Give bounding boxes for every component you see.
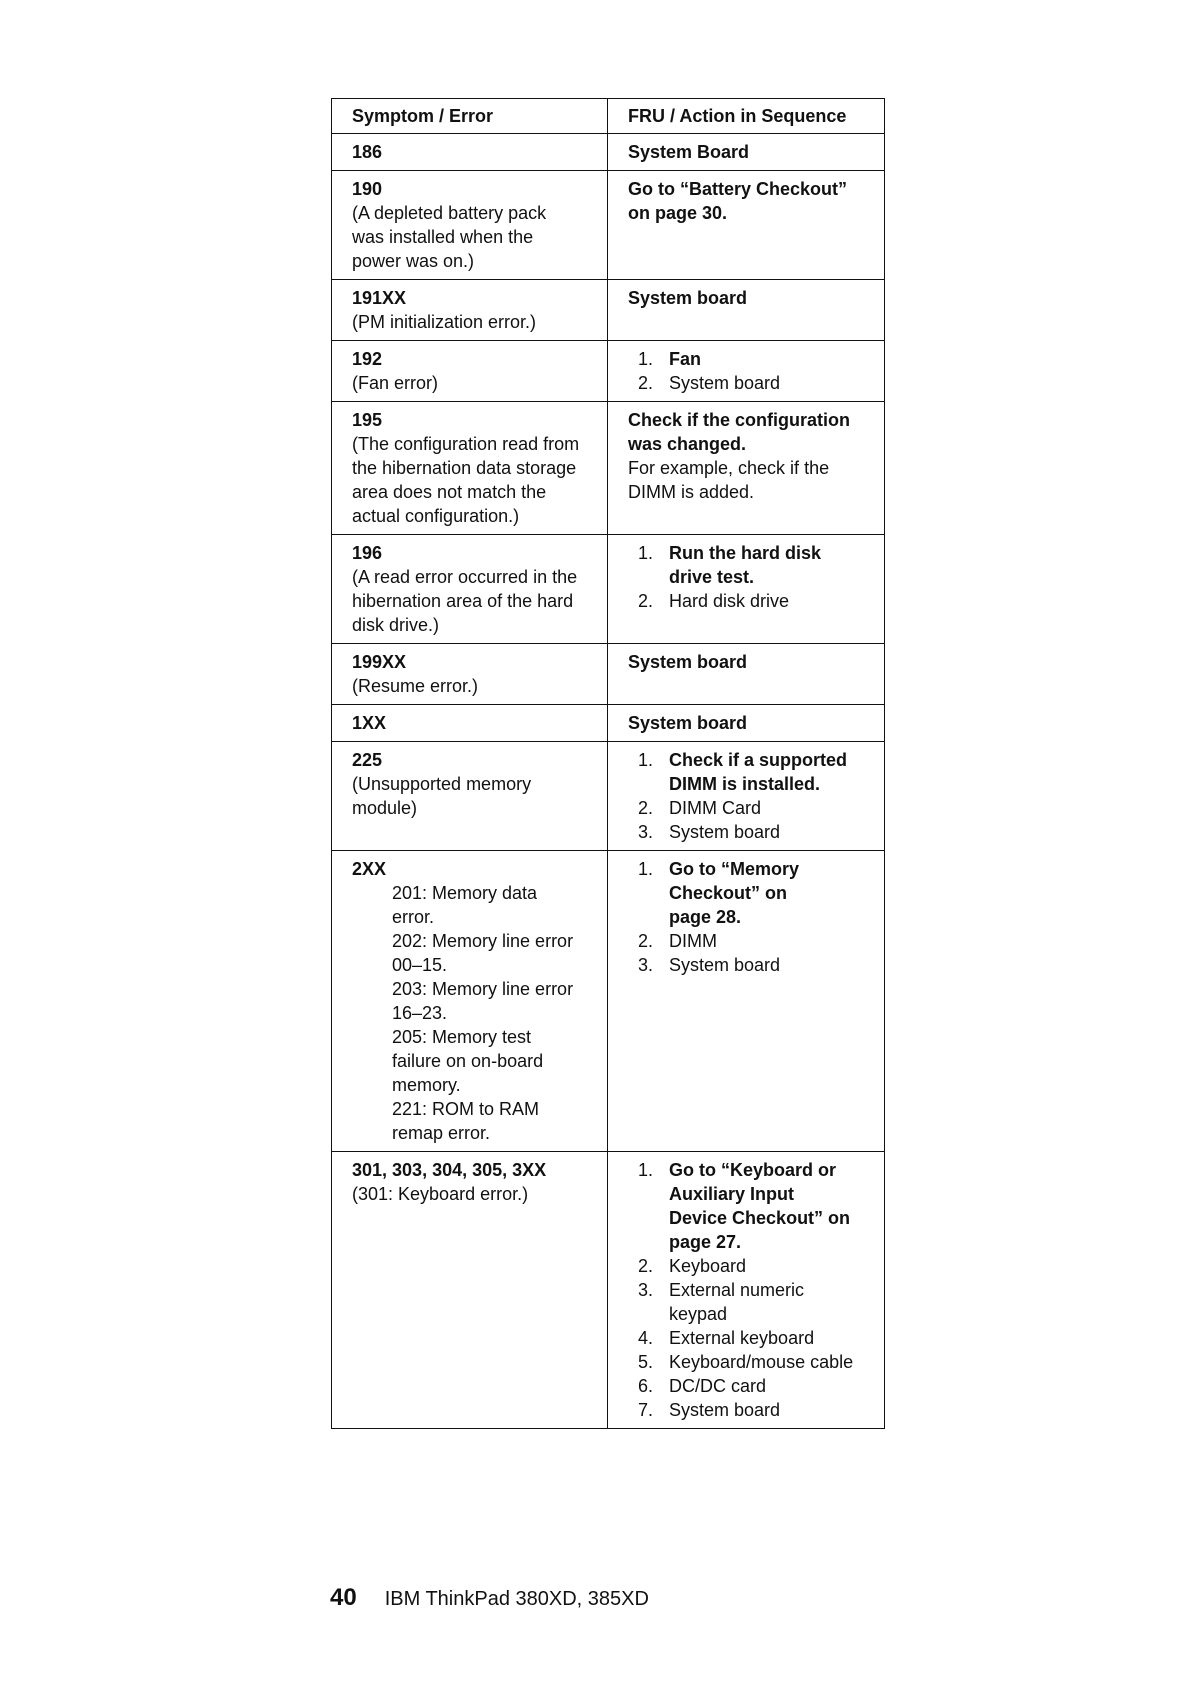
symptom-cell [332,851,608,1152]
step-text: keypad [669,1304,728,1324]
action-cell [608,535,885,644]
table-row [332,1152,885,1429]
sub-error-line: error. [392,907,435,927]
step-text: System board [669,955,781,975]
action-step [628,1350,872,1374]
table-row [332,742,885,851]
action-step [628,541,872,589]
action-line: System Board [628,142,750,162]
step-text: Fan [669,349,702,369]
symptom-description: (A depleted battery pack [352,203,547,223]
step-text: drive test. [669,567,755,587]
action-cell [608,851,885,1152]
book-title: IBM ThinkPad 380XD, 385XD [384,1588,649,1610]
table-row [332,341,885,402]
symptom-description: disk drive.) [352,615,440,635]
action-line: was changed. [628,434,747,454]
symptom-description: power was on.) [352,251,475,271]
step-text: System board [669,373,781,393]
step-text: External keyboard [669,1328,815,1348]
action-note: DIMM is added. [628,482,755,502]
symptom-cell [332,742,608,851]
step-text: Go to “Keyboard or [669,1160,837,1180]
sub-error-line: 221: ROM to RAM [392,1099,540,1119]
action-line: Go to “Battery Checkout” [628,179,848,199]
symptom-description: module) [352,798,418,818]
step-number: 2. [638,931,654,951]
header-symptom-error: Symptom / Error [332,99,608,134]
symptom-description: (Unsupported memory [352,774,532,794]
action-step [628,1278,872,1326]
symptom-description: hibernation area of the hard [352,591,574,611]
step-text: Go to “Memory [669,859,800,879]
action-step [628,953,872,977]
header-fru-action: FRU / Action in Sequence [608,99,885,134]
error-code: 1XX [352,713,387,733]
symptom-description: actual configuration.) [352,506,520,526]
action-step [628,1374,872,1398]
table-row [332,134,885,171]
error-code: 186 [352,142,383,162]
step-number: 1. [638,543,654,563]
action-cell [608,280,885,341]
step-text: Keyboard [669,1256,747,1276]
error-code: 2XX [352,859,387,879]
table-body [332,134,885,1429]
symptom-error-table [331,98,885,1429]
step-text: External numeric [669,1280,805,1300]
error-code: 190 [352,179,383,199]
action-step [628,820,872,844]
step-number: 2. [638,798,654,818]
error-code: 195 [352,410,383,430]
table-row [332,705,885,742]
step-number: 3. [638,955,654,975]
action-cell [608,341,885,402]
step-number: 1. [638,1160,654,1180]
sub-error-line: 00–15. [392,955,448,975]
table-row [332,402,885,535]
step-number: 2. [638,591,654,611]
action-line: System board [628,288,748,308]
action-step [628,1158,872,1254]
symptom-description: (301: Keyboard error.) [352,1184,529,1204]
action-cell [608,1152,885,1429]
sub-error-line: 203: Memory line error [392,979,574,999]
step-number: 3. [638,1280,654,1300]
action-line: System board [628,713,748,733]
sub-error-line: memory. [392,1075,461,1095]
step-text: Run the hard disk [669,543,822,563]
symptom-description: was installed when the [352,227,534,247]
page-number: 40 [330,1584,357,1611]
action-line: on page 30. [628,203,728,223]
step-text: page 27. [669,1232,742,1252]
error-code: 225 [352,750,383,770]
step-text: DC/DC card [669,1376,767,1396]
step-number: 3. [638,822,654,842]
symptom-cell [332,402,608,535]
step-text: Device Checkout” on [669,1208,851,1228]
step-number: 2. [638,373,654,393]
table-row [332,171,885,280]
action-line: Check if the configuration [628,410,851,430]
error-code: 192 [352,349,383,369]
action-steps [628,857,872,977]
action-steps [628,748,872,844]
step-number: 1. [638,349,654,369]
step-text: Hard disk drive [669,591,790,611]
symptom-description: area does not match the [352,482,547,502]
table-row [332,535,885,644]
action-step [628,1326,872,1350]
error-code: 196 [352,543,383,563]
sub-error-line: 201: Memory data [392,883,538,903]
symptom-description: (PM initialization error.) [352,312,537,332]
step-text: DIMM Card [669,798,762,818]
action-step [628,589,872,613]
sub-error-line: 205: Memory test [392,1027,532,1047]
symptom-description: the hibernation data storage [352,458,577,478]
step-text: Checkout” on [669,883,788,903]
error-code: 301, 303, 304, 305, 3XX [352,1160,547,1180]
sub-error-line: failure on on-board [392,1051,544,1071]
page-footer [330,1584,649,1613]
table-row [332,644,885,705]
symptom-cell [332,134,608,171]
symptom-description: (Fan error) [352,373,439,393]
table-header-row [332,99,885,134]
symptom-description: (The configuration read from [352,434,580,454]
error-code: 191XX [352,288,407,308]
action-cell [608,644,885,705]
step-number: 6. [638,1376,654,1396]
symptom-cell [332,535,608,644]
step-text: DIMM is installed. [669,774,821,794]
step-number: 7. [638,1400,654,1420]
action-note: For example, check if the [628,458,830,478]
sub-error-line: remap error. [392,1123,491,1143]
symptom-description: (A read error occurred in the [352,567,578,587]
action-step [628,347,872,371]
action-step [628,1398,872,1422]
action-cell [608,134,885,171]
action-cell [608,171,885,280]
symptom-cell [332,644,608,705]
action-step [628,929,872,953]
step-number: 2. [638,1256,654,1276]
symptom-cell [332,341,608,402]
error-code: 199XX [352,652,407,672]
step-number: 4. [638,1328,654,1348]
step-text: DIMM [669,931,717,951]
action-step [628,371,872,395]
step-number: 5. [638,1352,654,1372]
step-text: Check if a supported [669,750,848,770]
symptom-cell [332,280,608,341]
step-text: System board [669,1400,781,1420]
action-step [628,857,872,929]
action-cell [608,402,885,535]
step-text: Keyboard/mouse cable [669,1352,854,1372]
action-step [628,1254,872,1278]
sub-error-line: 16–23. [392,1003,448,1023]
sub-error-line: 202: Memory line error [392,931,574,951]
step-text: page 28. [669,907,742,927]
step-number: 1. [638,859,654,879]
table-row [332,280,885,341]
step-text: System board [669,822,781,842]
action-steps [628,541,872,613]
symptom-description: (Resume error.) [352,676,479,696]
action-cell [608,742,885,851]
step-text: Auxiliary Input [669,1184,795,1204]
action-steps [628,1158,872,1422]
table-row [332,851,885,1152]
action-steps [628,347,872,395]
action-cell [608,705,885,742]
symptom-cell [332,1152,608,1429]
step-number: 1. [638,750,654,770]
action-step [628,796,872,820]
symptom-cell [332,171,608,280]
action-line: System board [628,652,748,672]
symptom-cell [332,705,608,742]
action-step [628,748,872,796]
